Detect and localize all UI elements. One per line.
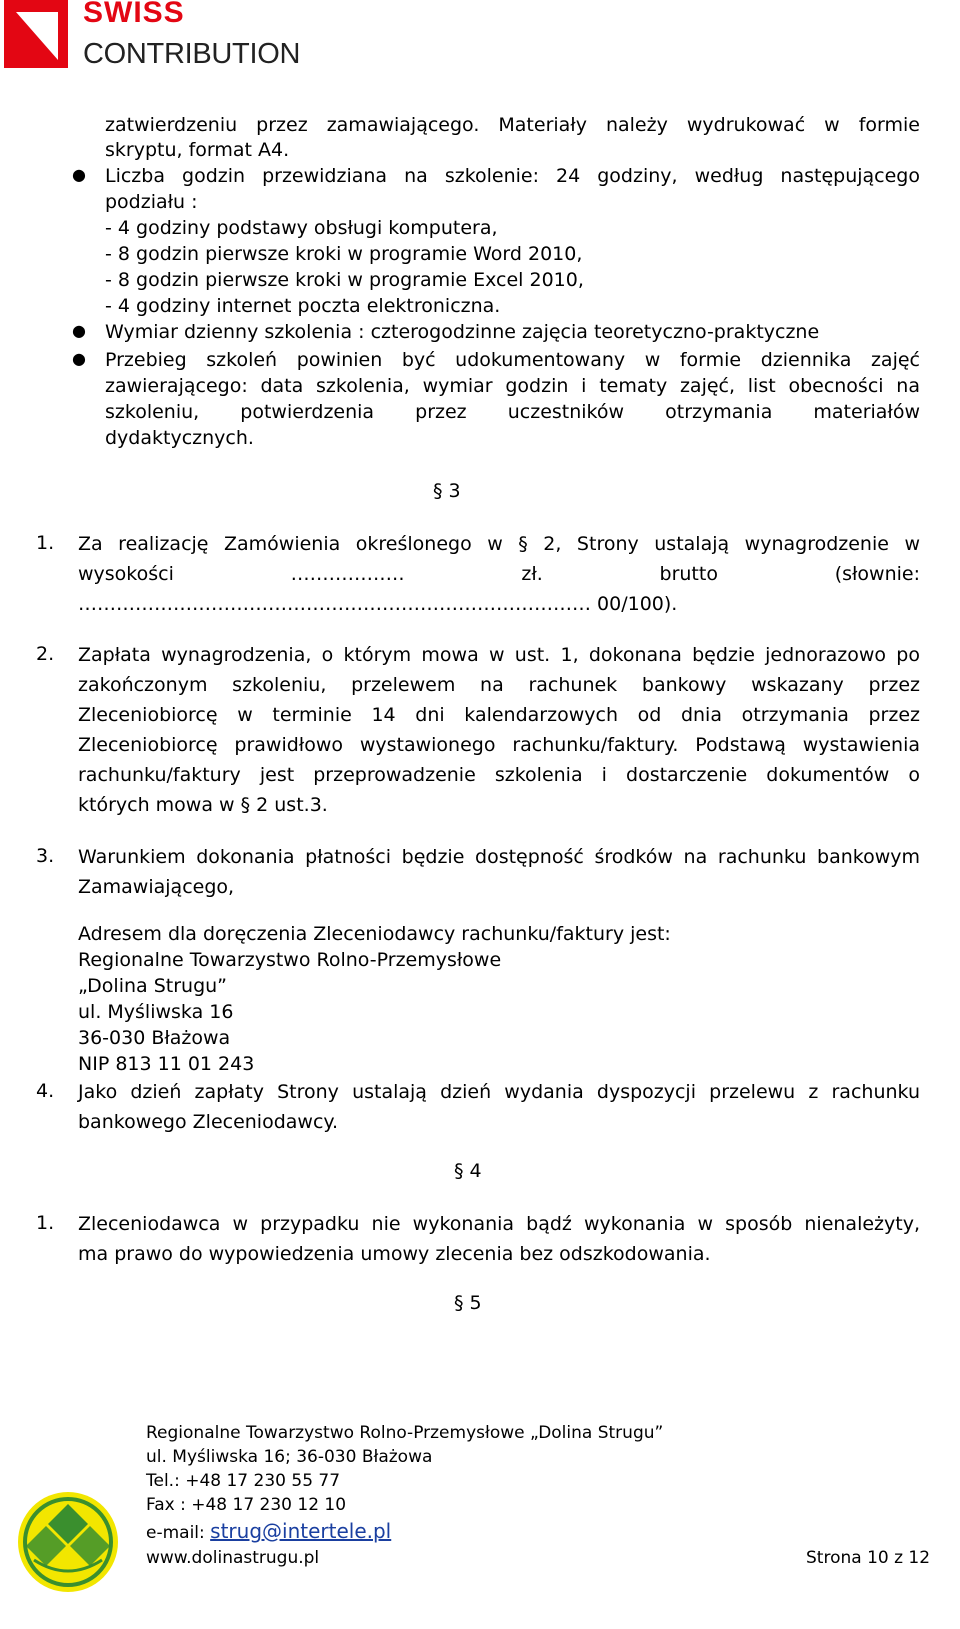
address-line: Regionalne Towarzystwo Rolno-Przemysłowe bbox=[78, 949, 502, 971]
text-line: wysokości ……………… zł. brutto (słownie: bbox=[78, 563, 920, 585]
text-line: - 8 godzin pierwsze kroki w programie Word 2010, bbox=[105, 243, 583, 265]
footer-email-row bbox=[146, 1519, 391, 1545]
bullet-icon: ● bbox=[72, 349, 86, 368]
address-line: Adresem dla doręczenia Zleceniodawcy rachunku/faktury jest: bbox=[78, 923, 671, 945]
list-number: 1. bbox=[36, 1212, 55, 1234]
text-line: Warunkiem dokonania płatności będzie dostępność środków na rachunku bankowym bbox=[78, 846, 920, 868]
text-line: bankowego Zleceniodawcy. bbox=[78, 1111, 338, 1133]
text-line: - 4 godziny internet poczta elektroniczna. bbox=[105, 295, 501, 317]
text-line: Zleceniobiorcę w terminie 14 dni kalendarzowych od dnia otrzymania przez bbox=[78, 704, 920, 726]
bullet-icon: ● bbox=[72, 165, 86, 184]
text-line: - 4 godziny podstawy obsługi komputera, bbox=[105, 217, 498, 239]
text-line: zatwierdzeniu przez zamawiającego. Materiały należy wydrukować w formie bbox=[105, 114, 920, 136]
footer-address: ul. Myśliwska 16; 36-030 Błażowa bbox=[146, 1447, 433, 1467]
text-line: dydaktycznych. bbox=[105, 427, 254, 449]
text-line: Zleceniodawca w przypadku nie wykonania bądź wykonania w sposób nienależyty, bbox=[78, 1213, 920, 1235]
text-line: zakończonym szkoleniu, przelewem na rachunek bankowy wskazany przez bbox=[78, 674, 920, 696]
swiss-flag-icon bbox=[4, 0, 68, 68]
text-line: ……………………………………………………………………… 00/100). bbox=[78, 593, 678, 615]
brand-swiss: SWISS bbox=[83, 0, 185, 29]
text-line: których mowa w § 2 ust.3. bbox=[78, 794, 328, 816]
address-line: ul. Myśliwska 16 bbox=[78, 1001, 234, 1023]
list-number: 1. bbox=[36, 532, 55, 554]
text-line: Zamawiającego, bbox=[78, 876, 235, 898]
section-heading: § 3 bbox=[433, 480, 461, 502]
text-line: Wymiar dzienny szkolenia : czterogodzinne zajęcia teoretyczno-praktyczne bbox=[105, 321, 820, 343]
footer-fax: Fax : +48 17 230 12 10 bbox=[146, 1495, 347, 1515]
list-number: 3. bbox=[36, 845, 55, 867]
text-line: szkoleniu, potwierdzenia przez uczestników otrzymania materiałów bbox=[105, 401, 920, 423]
section-heading: § 4 bbox=[454, 1160, 482, 1182]
brand-contribution: CONTRIBUTION bbox=[83, 38, 301, 70]
text-line: rachunku/faktury jest przeprowadzenie szkolenia i dostarczenie dokumentów o bbox=[78, 764, 920, 786]
address-line: NIP 813 11 01 243 bbox=[78, 1053, 255, 1075]
address-line: 36-030 Błażowa bbox=[78, 1027, 231, 1049]
text-line: zawierającego: data szkolenia, wymiar godzin i tematy zajęć, list obecności na bbox=[105, 375, 920, 397]
list-number: 4. bbox=[36, 1080, 55, 1102]
address-line: „Dolina Strugu” bbox=[78, 975, 228, 997]
footer-org: Regionalne Towarzystwo Rolno-Przemysłowe „Dolina Strugu” bbox=[146, 1423, 664, 1443]
text-line: skryptu, format A4. bbox=[105, 139, 290, 161]
text-line: podziału : bbox=[105, 191, 198, 213]
dolina-strugu-logo bbox=[16, 1490, 120, 1594]
section-heading: § 5 bbox=[454, 1292, 482, 1314]
footer-tel: Tel.: +48 17 230 55 77 bbox=[146, 1471, 341, 1491]
text-line: Za realizację Zamówienia określonego w § 2, Strony ustalają wynagrodzenie w bbox=[78, 533, 920, 555]
footer-website[interactable]: www.dolinastrugu.pl bbox=[146, 1548, 320, 1568]
bullet-icon: ● bbox=[72, 321, 86, 340]
text-line: Jako dzień zapłaty Strony ustalają dzień wydania dyspozycji przelewu z rachunku bbox=[78, 1081, 920, 1103]
text-line: ma prawo do wypowiedzenia umowy zlecenia bez odszkodowania. bbox=[78, 1243, 711, 1265]
footer-email-label: e-mail: bbox=[146, 1523, 211, 1543]
text-line: Liczba godzin przewidziana na szkolenie: 24 godziny, według następującego bbox=[105, 165, 920, 187]
page-number: Strona 10 z 12 bbox=[806, 1548, 931, 1568]
text-line: Przebieg szkoleń powinien być udokumentowany w formie dziennika zajęć bbox=[105, 349, 920, 371]
text-line: Zapłata wynagrodzenia, o którym mowa w ust. 1, dokonana będzie jednorazowo po bbox=[78, 644, 920, 666]
footer-email-link[interactable]: strug@intertele.pl bbox=[210, 1519, 392, 1543]
list-number: 2. bbox=[36, 643, 55, 665]
text-line: Zleceniobiorcę prawidłowo wystawionego rachunku/faktury. Podstawą wystawienia bbox=[78, 734, 920, 756]
text-line: - 8 godzin pierwsze kroki w programie Excel 2010, bbox=[105, 269, 584, 291]
